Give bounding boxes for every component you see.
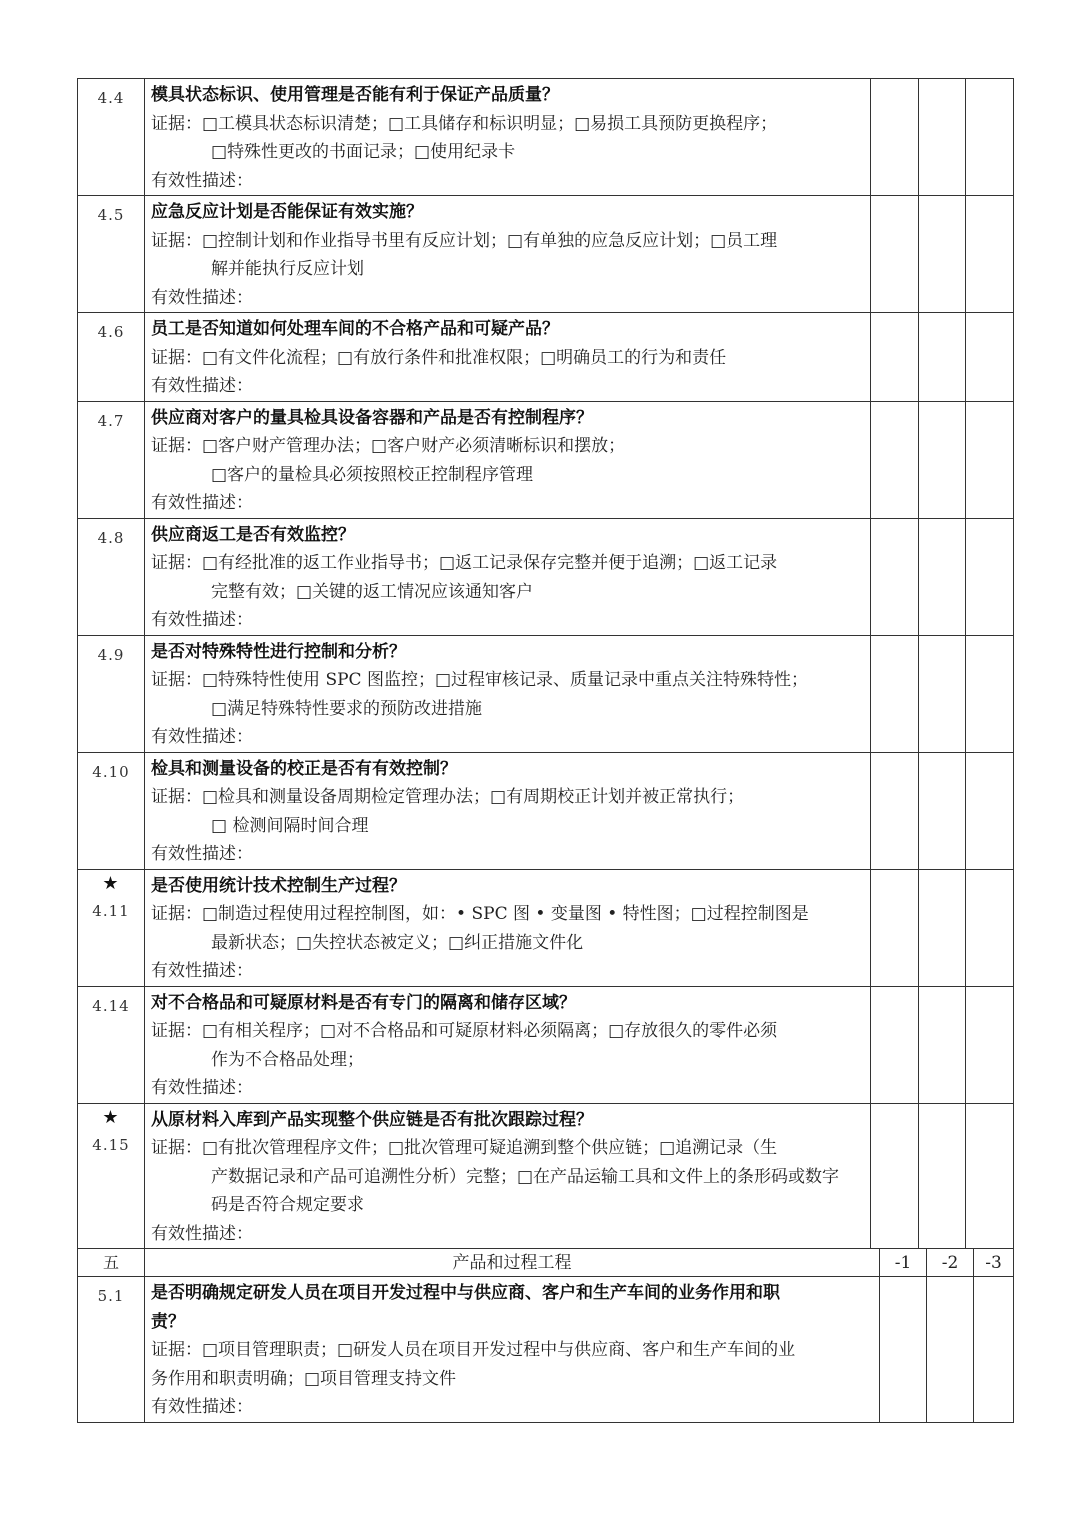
item-question-line: 是否明确规定研发人员在项目开发过程中与供应商、客户和生产车间的业务作用和职 bbox=[151, 1283, 780, 1303]
item-content bbox=[145, 79, 871, 196]
evidence-line: 证据：□客户财产管理办法；□客户财产必须清晰标识和摆放； bbox=[151, 436, 626, 456]
score-header-1: -1 bbox=[880, 1249, 927, 1277]
item-number-cell bbox=[78, 986, 145, 1103]
item-question: 对不合格品和可疑原材料是否有专门的隔离和储存区域？ bbox=[151, 992, 576, 1013]
score-cell-2[interactable] bbox=[919, 752, 966, 869]
evidence-line: 产数据记录和产品可追溯性分析）完整；□在产品运输工具和文件上的条形码或数字 bbox=[211, 1166, 840, 1187]
evidence-line: 证据：□控制计划和作业指导书里有反应计划；□有单独的应急反应计划；□员工理 bbox=[151, 230, 778, 251]
effectiveness-label: 有效性描述： bbox=[151, 844, 253, 864]
evidence-line: 解并能执行反应计划 bbox=[211, 259, 364, 279]
audit-row bbox=[78, 752, 1014, 869]
item-number: 4.8 bbox=[97, 528, 125, 547]
audit-table-section-4 bbox=[77, 78, 1014, 1249]
item-content bbox=[145, 635, 871, 752]
score-cell-2[interactable] bbox=[919, 79, 966, 196]
score-cell-2[interactable] bbox=[919, 313, 966, 402]
audit-row bbox=[78, 986, 1014, 1103]
score-cell-2[interactable] bbox=[919, 196, 966, 313]
score-cell-1[interactable] bbox=[871, 869, 919, 986]
evidence-line: 证据：□有相关程序；□对不合格品和可疑原材料必须隔离；□存放很久的零件必须 bbox=[151, 1021, 778, 1041]
item-question: 应急反应计划是否能保证有效实施？ bbox=[151, 202, 423, 222]
item-question: 检具和测量设备的校正是否有有效控制？ bbox=[151, 758, 457, 779]
audit-row bbox=[78, 869, 1014, 986]
evidence-line: 证据：□工模具状态标识清楚；□工具储存和标识明显；□易损工具预防更换程序； bbox=[151, 113, 778, 134]
item-content bbox=[145, 313, 871, 402]
evidence-line: 证据：□制造过程使用过程控制图，如：• SPC 图 • 变量图 • 特性图；□过程控制图是 bbox=[151, 904, 809, 924]
item-question: 员工是否知道如何处理车间的不合格产品和可疑产品？ bbox=[151, 319, 559, 339]
item-number: 4.4 bbox=[97, 89, 125, 107]
score-cell-1[interactable] bbox=[871, 196, 919, 313]
score-cell-2[interactable] bbox=[919, 1103, 966, 1249]
item-number-cell bbox=[78, 196, 145, 313]
section-header-row bbox=[78, 1249, 1014, 1277]
audit-row bbox=[78, 79, 1014, 196]
section-title: 产品和过程工程 bbox=[145, 1249, 880, 1277]
key-item-star-icon: ★ bbox=[102, 872, 120, 894]
score-cell-1[interactable] bbox=[871, 635, 919, 752]
score-cell-1[interactable] bbox=[871, 313, 919, 402]
score-cell-1[interactable] bbox=[871, 401, 919, 518]
audit-row bbox=[78, 313, 1014, 402]
effectiveness-label: 有效性描述： bbox=[151, 493, 253, 513]
audit-row bbox=[78, 196, 1014, 313]
score-cell-3[interactable] bbox=[966, 401, 1014, 518]
effectiveness-label: 有效性描述： bbox=[151, 727, 253, 747]
item-number-cell bbox=[78, 79, 145, 196]
evidence-line: 证据：□项目管理职责；□研发人员在项目开发过程中与供应商、客户和生产车间的业 bbox=[151, 1340, 796, 1360]
score-cell-1[interactable] bbox=[871, 752, 919, 869]
score-cell-3[interactable] bbox=[966, 1103, 1014, 1249]
evidence-line: 证据：□特殊特性使用 SPC 图监控；□过程审核记录、质量记录中重点关注特殊特性； bbox=[151, 670, 809, 690]
item-number-cell bbox=[78, 869, 145, 986]
item-number-cell bbox=[78, 752, 145, 869]
item-question: 从原材料入库到产品实现整个供应链是否有批次跟踪过程？ bbox=[151, 1109, 593, 1130]
item-content bbox=[145, 1103, 871, 1249]
item-question: 模具状态标识、使用管理是否能有利于保证产品质量？ bbox=[151, 85, 559, 105]
evidence-line: 完整有效；□关键的返工情况应该通知客户 bbox=[211, 581, 534, 602]
item-number-cell bbox=[78, 1277, 145, 1423]
score-header-3: -3 bbox=[974, 1249, 1014, 1277]
effectiveness-label: 有效性描述： bbox=[151, 961, 253, 981]
item-content bbox=[145, 518, 871, 635]
score-cell-3[interactable] bbox=[966, 79, 1014, 196]
item-content bbox=[145, 752, 871, 869]
audit-row bbox=[78, 1277, 1014, 1423]
effectiveness-label: 有效性描述： bbox=[151, 1078, 253, 1098]
score-cell-2[interactable] bbox=[919, 518, 966, 635]
effectiveness-label: 有效性描述： bbox=[151, 1223, 253, 1244]
evidence-line: 作为不合格品处理； bbox=[211, 1049, 364, 1070]
effectiveness-label: 有效性描述： bbox=[151, 170, 253, 191]
score-cell-1[interactable] bbox=[871, 986, 919, 1103]
score-cell-2[interactable] bbox=[919, 401, 966, 518]
item-number: 4.9 bbox=[97, 645, 125, 664]
key-item-star-icon: ★ bbox=[102, 1106, 120, 1128]
item-number-cell bbox=[78, 401, 145, 518]
item-number: 4.14 bbox=[92, 996, 130, 1015]
score-cell-3[interactable] bbox=[966, 518, 1014, 635]
audit-row bbox=[78, 401, 1014, 518]
effectiveness-label: 有效性描述： bbox=[151, 610, 253, 630]
item-number-cell bbox=[78, 518, 145, 635]
item-number: 4.10 bbox=[92, 762, 130, 781]
score-cell-3[interactable] bbox=[974, 1277, 1014, 1423]
score-cell-2[interactable] bbox=[919, 869, 966, 986]
item-number: 4.15 bbox=[92, 1135, 130, 1154]
item-content bbox=[145, 1277, 880, 1423]
evidence-line: □ 检测间隔时间合理 bbox=[211, 815, 369, 836]
score-cell-3[interactable] bbox=[966, 196, 1014, 313]
score-cell-1[interactable] bbox=[871, 518, 919, 635]
audit-row bbox=[78, 635, 1014, 752]
item-question: 是否使用统计技术控制生产过程？ bbox=[151, 875, 406, 896]
score-cell-3[interactable] bbox=[966, 313, 1014, 402]
item-content bbox=[145, 869, 871, 986]
item-number-cell bbox=[78, 635, 145, 752]
effectiveness-label: 有效性描述： bbox=[151, 376, 253, 396]
evidence-line: 证据：□有批次管理程序文件；□批次管理可疑追溯到整个供应链；□追溯记录（生 bbox=[151, 1138, 778, 1158]
score-cell-3[interactable] bbox=[966, 752, 1014, 869]
item-number: 5.1 bbox=[97, 1287, 125, 1305]
item-question: 是否对特殊特性进行控制和分析？ bbox=[151, 641, 406, 662]
score-cell-3[interactable] bbox=[966, 869, 1014, 986]
section-number: 五 bbox=[78, 1249, 145, 1277]
score-cell-1[interactable] bbox=[880, 1277, 927, 1423]
evidence-line: 证据：□有文件化流程；□有放行条件和批准权限；□明确员工的行为和责任 bbox=[151, 347, 727, 368]
item-number: 4.6 bbox=[97, 323, 125, 341]
evidence-line: 码是否符合规定要求 bbox=[211, 1195, 364, 1215]
audit-row bbox=[78, 1103, 1014, 1249]
evidence-line: 证据：□检具和测量设备周期检定管理办法；□有周期校正计划并被正常执行； bbox=[151, 787, 745, 807]
item-content bbox=[145, 986, 871, 1103]
item-question-line: 责？ bbox=[151, 1311, 185, 1332]
evidence-line: □特殊性更改的书面记录；□使用纪录卡 bbox=[211, 142, 516, 162]
score-cell-1[interactable] bbox=[871, 79, 919, 196]
score-cell-2[interactable] bbox=[919, 635, 966, 752]
item-number-cell bbox=[78, 313, 145, 402]
audit-row bbox=[78, 518, 1014, 635]
score-cell-2[interactable] bbox=[927, 1277, 974, 1423]
effectiveness-label: 有效性描述： bbox=[151, 1397, 253, 1417]
item-number: 4.11 bbox=[92, 901, 130, 920]
evidence-line: □客户的量检具必须按照校正控制程序管理 bbox=[211, 464, 534, 485]
item-question: 供应商对客户的量具检具设备容器和产品是否有控制程序？ bbox=[151, 407, 593, 428]
evidence-line: 最新状态；□失控状态被定义；□纠正措施文件化 bbox=[211, 932, 584, 953]
item-question: 供应商返工是否有效监控？ bbox=[151, 524, 355, 545]
evidence-line: □满足特殊特性要求的预防改进措施 bbox=[211, 698, 483, 719]
score-header-2: -2 bbox=[927, 1249, 974, 1277]
score-cell-3[interactable] bbox=[966, 635, 1014, 752]
audit-table-section-5 bbox=[77, 1248, 1014, 1423]
score-cell-2[interactable] bbox=[919, 986, 966, 1103]
evidence-line: 证据：□有经批准的返工作业指导书；□返工记录保存完整并便于追溯；□返工记录 bbox=[151, 553, 778, 573]
item-number-cell bbox=[78, 1103, 145, 1249]
item-content bbox=[145, 196, 871, 313]
item-number: 4.5 bbox=[97, 206, 125, 224]
item-number: 4.7 bbox=[97, 411, 125, 430]
item-content bbox=[145, 401, 871, 518]
effectiveness-label: 有效性描述： bbox=[151, 287, 253, 308]
score-cell-3[interactable] bbox=[966, 986, 1014, 1103]
evidence-line: 务作用和职责明确；□项目管理支持文件 bbox=[151, 1368, 457, 1389]
score-cell-1[interactable] bbox=[871, 1103, 919, 1249]
